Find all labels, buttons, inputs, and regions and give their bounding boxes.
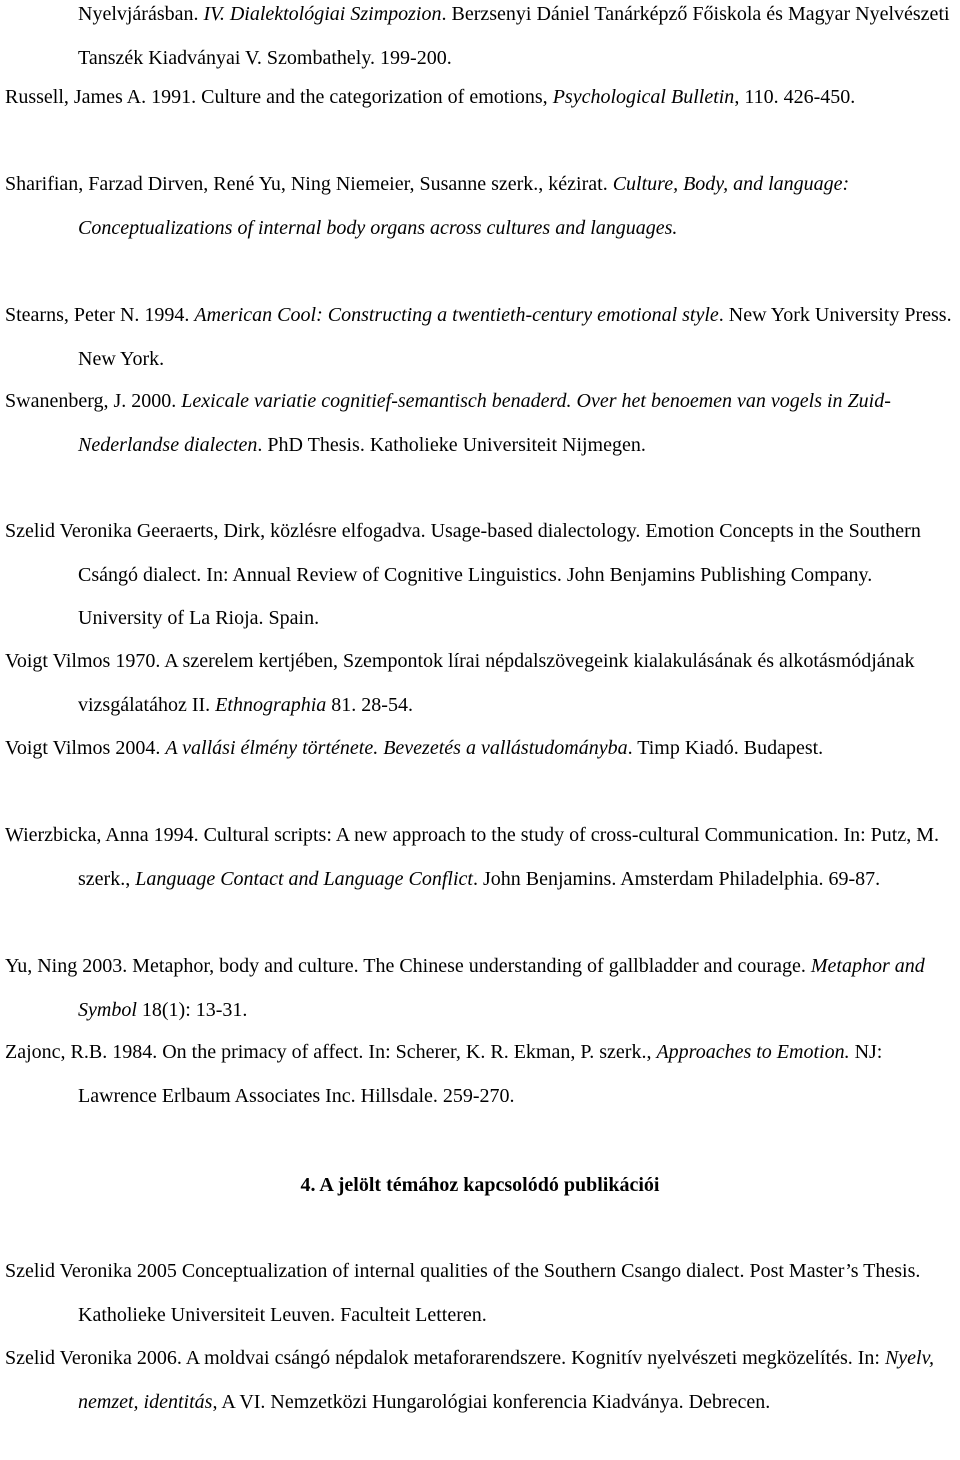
text: . PhD Thesis. Katholieke Universiteit Nijmegen.: [257, 433, 646, 456]
text: Wierzbicka, Anna 1994. Cultural scripts: A new approach to the study of cross-cultural Communication. In: Putz, M. szerk.,: [5, 824, 940, 890]
italic-text: Approaches to Emotion.: [656, 1041, 850, 1063]
reference-entry: [5, 294, 956, 381]
italic-text: Metaphor and Symbol: [78, 955, 925, 1021]
reference-entry: [5, 76, 956, 120]
section-heading: 4. A jelölt témához kapcsolódó publikációi: [300, 1174, 660, 1196]
text: Swanenberg, J. 2000.: [5, 390, 182, 412]
text: Voigt Vilmos 2004.: [5, 737, 166, 759]
italic-text: IV. Dialektológiai Szimpozion: [203, 3, 442, 25]
text: . Timp Kiadó. Budapest.: [627, 737, 824, 759]
text: . New York University Press. New York.: [78, 304, 952, 370]
italic-text: A vallási élmény története. Bevezetés a vallástudományba: [165, 737, 628, 759]
italic-text: Ethnographia: [215, 693, 327, 716]
text: NJ: Lawrence Erlbaum Associates Inc. Hillsdale. 259-270.: [78, 1041, 883, 1107]
text: Russell, James A. 1991. Culture and the categorization of emotions,: [5, 86, 553, 108]
text: , 110. 426-450.: [734, 86, 856, 108]
reference-entry: [5, 0, 956, 80]
italic-text: Culture, Body, and language: Conceptualizations of internal body organs across cultures and languages.: [78, 173, 850, 239]
italic-text: American Cool: Constructing a twentieth-century emotional style: [194, 304, 719, 326]
text: Zajonc, R.B. 1984. On the primacy of affect. In: Scherer, K. R. Ekman, P. szerk.,: [5, 1041, 657, 1063]
reference-entry: [5, 945, 956, 1032]
text: Yu, Ning 2003. Metaphor, body and culture. The Chinese understanding of gallbladder and courage.: [5, 955, 811, 977]
reference-entry: [5, 1031, 956, 1118]
italic-text: Psychological Bulletin: [552, 86, 735, 108]
text: , A VI. Nemzetközi Hungarológiai konferencia Kiadványa. Debrecen.: [212, 1390, 771, 1413]
publication-entry: [5, 1337, 956, 1424]
text: Voigt Vilmos 1970. A szerelem kertjében, Szempontok lírai népdalszövegeink kialakulásának és alkotásmódjának vizsgálatához II.: [5, 650, 915, 716]
reference-entry: [5, 727, 956, 771]
text: Szelid Veronika 2006. A moldvai csángó népdalok metaforarendszere. Kognitív nyelvészeti megközelítés. In:: [5, 1347, 885, 1369]
text: Nyelvjárásban.: [78, 3, 204, 25]
text: Szelid Veronika Geeraerts, Dirk, közlésre elfogadva. Usage-based dialectology. Emotion Concepts in the Southern Csángó dialect. In: Annual Review of Cognitive Linguistics. John Benjamins Publishing Company. University of La Rioja. Spain.: [5, 520, 921, 629]
reference-entry: [5, 814, 940, 901]
text: Stearns, Peter N. 1994.: [5, 304, 195, 326]
text: Szelid Veronika 2005 Conceptualization of internal qualities of the Southern Csango dialect. Post Master’s Thesis. Katholieke Universiteit Leuven. Faculteit Letteren.: [5, 1260, 921, 1326]
reference-entry: [5, 380, 940, 467]
text: . Berzsenyi Dániel Tanárképző Főiskola és Magyar Nyelvészeti Tanszék Kiadványai V. Szombathely. 199-200.: [78, 3, 950, 69]
italic-text: Lexicale variatie cognitief-semantisch benaderd. Over het benoemen van vogels in Zuid-Nederlandse dialecten: [78, 390, 891, 456]
text: 81. 28-54.: [326, 693, 413, 716]
text: 18(1): 13-31.: [136, 998, 248, 1021]
reference-entry: [5, 640, 956, 727]
reference-entry: [5, 163, 956, 250]
text: Sharifian, Farzad Dirven, René Yu, Ning Niemeier, Susanne szerk., kézirat.: [5, 173, 613, 195]
reference-entry: [5, 510, 956, 641]
text: . John Benjamins. Amsterdam Philadelphia. 69-87.: [472, 867, 881, 890]
italic-text: Language Contact and Language Conflict: [135, 867, 473, 890]
publication-entry: [5, 1250, 956, 1337]
italic-text: Nyelv, nemzet, identitás: [78, 1347, 934, 1413]
